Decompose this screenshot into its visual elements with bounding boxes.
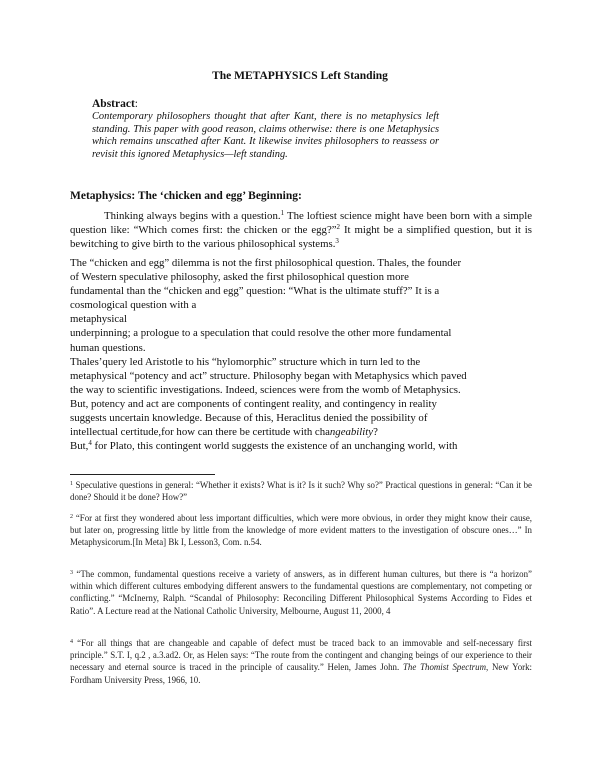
body-line: fundamental than the “chicken and egg” question: “What is the ultimate stuff?” It is a [70,285,440,298]
body-line: cosmological question with a [70,299,197,312]
footnote-3: $^3$ “The common, fundamental questions receive a variety of answers, as in different human cultures, but there is “a horizon” within which different cultures embodying different answers to the fundamental questions are complementary, not competing or conflicting.” “McInerny, Ralph. “Scandal of Philosophy: Reconciling Different Philosophical Systems According to Fides et Ratio”. A Lecture read at the National Catholic University, Melbourne, August 11, 2000, 4 [70,569,532,616]
body-line: suggests uncertain knowledge. Because of this, Heraclitus denied the possibility of [70,412,428,425]
footnote-separator [70,474,215,475]
body-text [70,256,540,453]
body-line: The “chicken and egg” dilemma is not the first philosophical question. Thales, the founder [70,257,462,269]
footnote-ref-1[interactable]: 1 [280,209,285,217]
body-line: metaphysical “potency and act” structure. Philosophy began with Metaphysics which paved [70,369,467,382]
footnote-2: $^2$ “For at first they wondered about less important difficulties, which were more obvious, in order they might know their cause, but later on, progressing little by little from the knowledge of more evident matters to the investigation of obscure ones…” In Metaphysicorum.[In Meta] Bk I, Lesson3, Com. n.54. [70,513,532,548]
body-line: intellectual certitude,for how can there be certitude with changeability? [70,426,378,439]
paper-title: The METAPHYSICS Left Standing [212,70,388,82]
footnote-4: $^4$ “For all things that are changeable and capable of defect must be traced back to an immovable and self-necessary first principle.” S.T. I, q.2 , a.3.ad2. Or, as Helen says: “The route from the contingent and changing beings of our experience to their necessary and eternal source is traced in the principle of causality.” Helen, James John. The Thomist Spectrum, New York: Fordham University Press, 1966, 10. [70,638,533,685]
opening-paragraph: Thinking always begins with a question.$^1$ The loftiest science might have been born with a simple question like: “Which comes first: the chicken or the egg?”$^2$ It might be a simplified question, but it is bewitching to give birth to the various philosophical systems.$^3$ [70,209,532,250]
body-line: of Western speculative philosophy, asked the first philosophical question more [70,271,409,284]
body-line: metaphysical [70,313,127,326]
body-line: human questions. [70,341,146,354]
footnote-1: $^1$ Speculative questions in general: “Whether it exists? What is it? Is it such? Why so?” Practical questions in general: “Can it be done? Should it be done? How?” [70,480,532,503]
body-line: But, potency and act are components of contingent reality, and contingency in reality [70,397,437,410]
body-line: But,$^4$ for Plato, this contingent world suggests the existence of an unchanging world, with [70,439,458,453]
body-line: Thales’query led Aristotle to his “hylomorphic” structure which in turn led to the [70,355,421,368]
abstract-heading: Abstract: [92,98,138,110]
footnote-ref-3[interactable]: 3 [335,237,339,245]
abstract-text: Contemporary philosophers thought that after Kant, there is no metaphysics left standing. This paper with good reason, claims otherwise: there is one Metaphysics which remains unscathed after Kant. It likewise invites philosophers to reassess or revisit this ignored Metaphysics—left standing. [92,111,439,161]
body-line: underpinning; a prologue to a speculation that could resolve the other more fundamental [70,327,452,340]
body-line: the way to scientific investigations. Indeed, sciences were from the womb of Metaphysics. [70,383,461,396]
section-heading: Metaphysics: The ‘chicken and egg’ Beginning: [70,190,302,202]
footnote-ref-4[interactable]: 4 [88,439,92,448]
footnote-ref-2[interactable]: 2 [336,223,341,231]
